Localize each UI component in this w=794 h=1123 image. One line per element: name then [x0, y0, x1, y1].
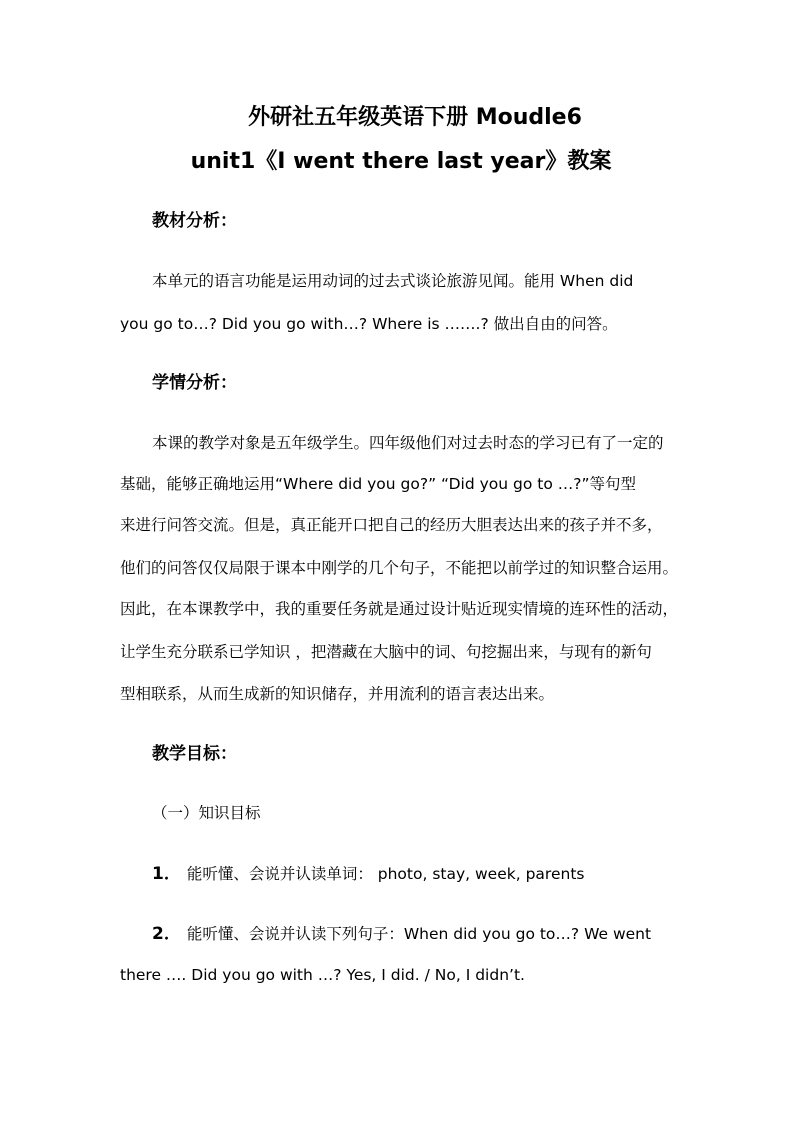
teaching-goals-heading: 教学目标： — [152, 744, 237, 764]
students-analysis-heading: 学情分析： — [152, 373, 237, 393]
goal-item-1-number: 1． — [152, 864, 181, 884]
materials-analysis-line-2: you go to…? Did you go with…? Where is …….? 做出自由的问答。 — [120, 315, 618, 333]
students-analysis-line-7: 型相联系，从而生成新的知识储存，并用流利的语言表达出来。 — [120, 685, 555, 703]
goal-item-2 — [152, 923, 651, 945]
document-title-line-1: 外研社五年级英语下册 Moudle6 — [248, 105, 582, 130]
goal-item-1-text: 能听懂、会说并认读单词： photo, stay, week, parents — [186, 865, 585, 883]
students-analysis-line-3: 来进行问答交流。但是，真正能开口把自己的经历大胆表达出来的孩子并不多， — [120, 516, 663, 534]
students-analysis-line-6: 让学生充分联系已学知识 ，把潜藏在大脑中的词、句挖掘出来，与现有的新句 — [120, 643, 652, 661]
goal-item-1 — [152, 863, 584, 885]
goal-item-2-number: 2． — [152, 924, 181, 944]
students-analysis-line-4: 他们的问答仅仅局限于课本中刚学的几个句子，不能把以前学过的知识整合运用。 — [120, 559, 679, 577]
goal-item-2-continuation: there …. Did you go with …? Yes, I did. / No, I didn’t. — [120, 966, 525, 984]
goal-item-2-text: 能听懂、会说并认读下列句子：When did you go to…? We went — [186, 925, 652, 943]
document-title-line-2: unit1《I went there last year》教案 — [190, 149, 612, 174]
students-analysis-line-1: 本课的教学对象是五年级学生。四年级他们对过去时态的学习已有了一定的 — [152, 434, 664, 452]
materials-analysis-line-1: 本单元的语言功能是运用动词的过去式谈论旅游见闻。能用 When did — [152, 272, 634, 290]
students-analysis-line-5: 因此，在本课教学中，我的重要任务就是通过设计贴近现实情境的连环性的活动， — [120, 600, 679, 618]
students-analysis-line-2: 基础，能够正确地运用“Where did you go?” “Did you go to …?”等句型 — [120, 475, 636, 493]
materials-analysis-heading: 教材分析： — [152, 211, 237, 231]
knowledge-goals-subheading: （一）知识目标 — [152, 804, 261, 822]
